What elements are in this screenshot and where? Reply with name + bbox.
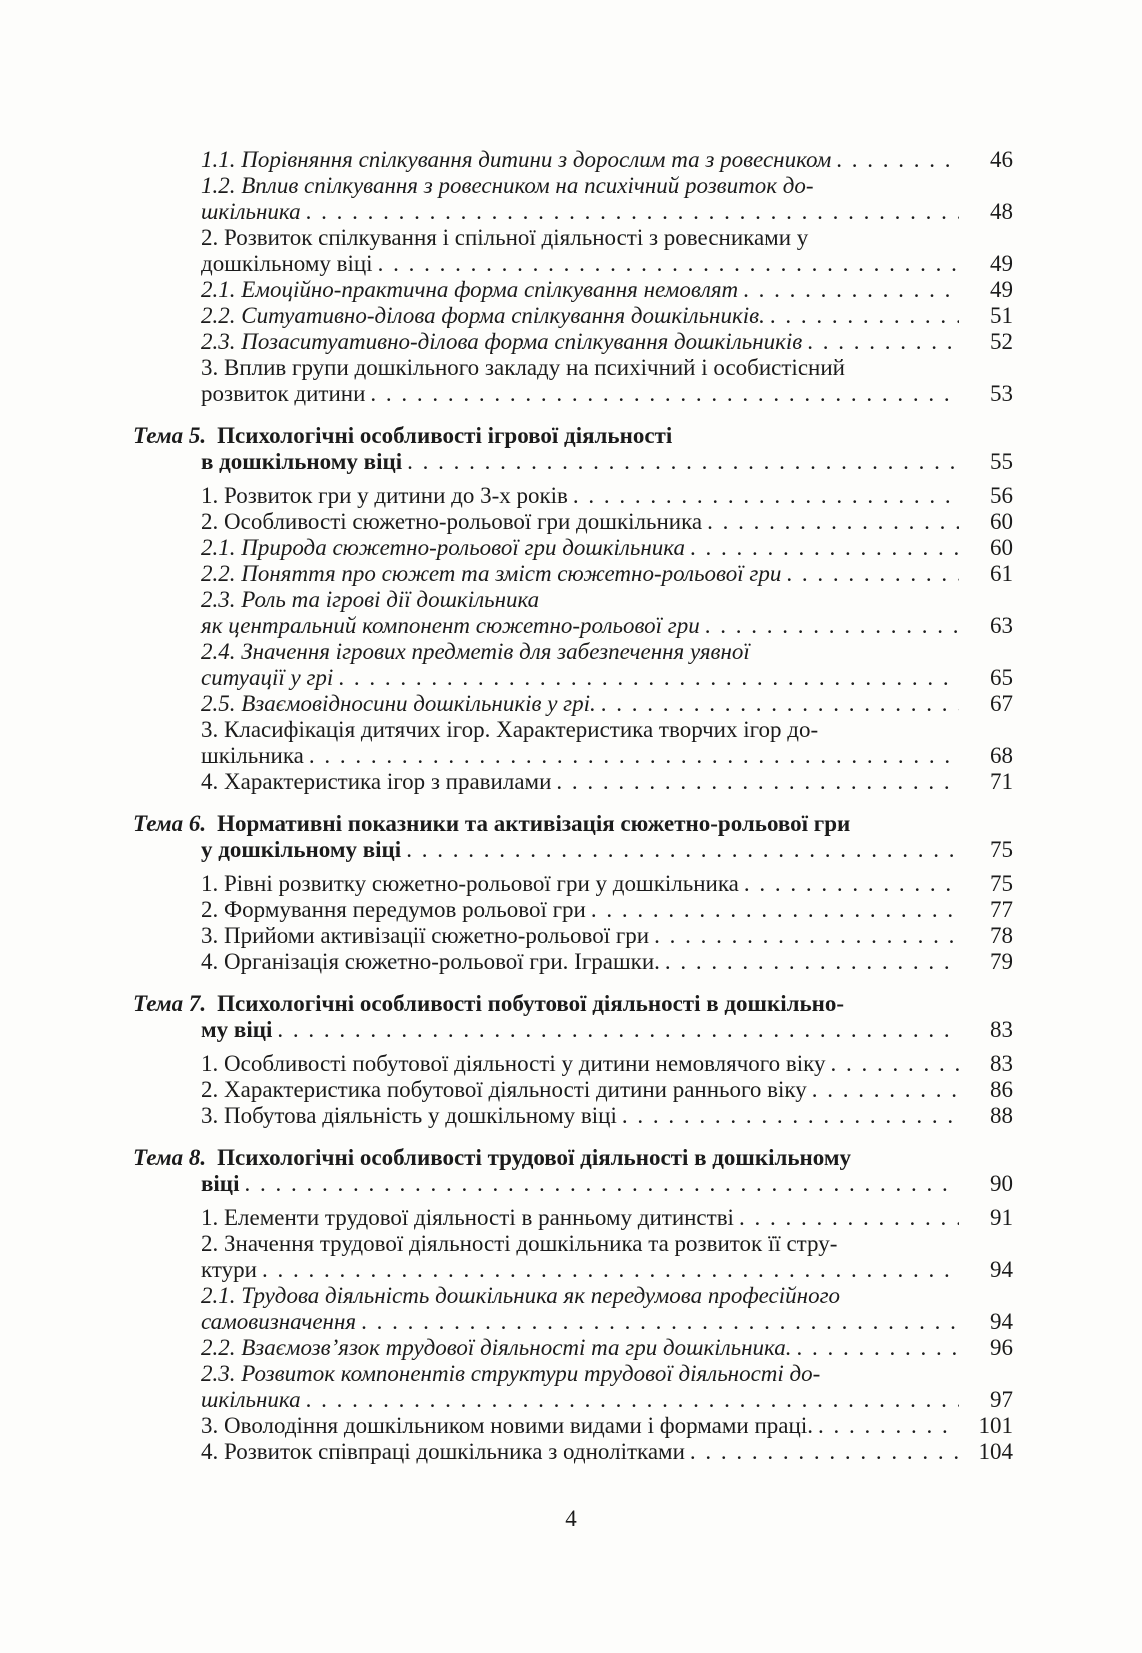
toc-row: [133, 561, 1013, 587]
toc-page-number: 61: [990, 561, 1013, 586]
toc-tema-prefix: Тема 6.: [133, 811, 207, 836]
dot-leader: [244, 1171, 959, 1197]
toc-entry-text: 3. Побутова діяльність у дошкільному віці: [201, 1103, 617, 1128]
toc-row: [133, 949, 1013, 975]
toc-page-number: 86: [990, 1077, 1013, 1102]
toc-page-number: 94: [990, 1257, 1013, 1282]
toc-row: [133, 1257, 1013, 1283]
toc-row: [133, 277, 1013, 303]
toc-page-number: 96: [990, 1335, 1013, 1360]
toc-row: [133, 991, 1013, 1017]
dot-leader: [361, 1309, 959, 1335]
toc-entry-text: 3. Класифікація дитячих ігор. Характеристика творчих ігор до-: [201, 717, 819, 742]
toc-entry-text: 2.1. Природа сюжетно-рольової гри дошкільника: [201, 535, 685, 560]
toc-page-number: 48: [990, 199, 1013, 224]
dot-leader: [407, 449, 959, 475]
toc-page-number: 88: [990, 1103, 1013, 1128]
toc-row: [133, 717, 1013, 743]
toc-row: [133, 1387, 1013, 1413]
dot-leader: [306, 199, 959, 225]
dot-leader: [378, 251, 959, 277]
toc-entry-text: 2. Значення трудової діяльності дошкільника та розвиток її стру-: [201, 1231, 838, 1256]
dot-leader: [744, 871, 959, 897]
toc-page-number: 53: [990, 381, 1013, 406]
dot-leader: [309, 743, 959, 769]
toc-entry-text: 2.3. Роль та ігрові дії дошкільника: [201, 587, 540, 612]
toc-page-number: 77: [990, 897, 1013, 922]
toc-entry-text: 1.1. Порівняння спілкування дитини з дорослим та з ровесником: [201, 147, 832, 172]
toc-row: [133, 535, 1013, 561]
toc-entry-text: 2.1. Трудова діяльність дошкільника як передумова професійного: [201, 1283, 841, 1308]
toc-page-number: 67: [990, 691, 1013, 716]
toc-entry-text: Психологічні особливості побутової діяльності в дошкільно-: [217, 991, 845, 1016]
toc-row: [133, 1103, 1013, 1129]
dot-leader: [601, 691, 959, 717]
dot-leader: [338, 665, 959, 691]
toc-row: [133, 1439, 1013, 1465]
toc-page-number: 60: [990, 509, 1013, 534]
toc-page-number: 65: [990, 665, 1013, 690]
toc-entry-text: ктури: [201, 1257, 257, 1282]
toc-page-number: 60: [990, 535, 1013, 560]
dot-leader: [812, 1077, 959, 1103]
table-of-contents: [133, 147, 1013, 1465]
toc-page-number: 94: [990, 1309, 1013, 1334]
dot-leader: [262, 1257, 959, 1283]
toc-page-number: 75: [990, 871, 1013, 896]
dot-leader: [665, 949, 959, 975]
toc-entry-text: ситуації у грі: [201, 665, 334, 690]
toc-row: [133, 1171, 1013, 1197]
toc-entry-text: у дошкільному віці: [201, 837, 402, 862]
toc-tema-prefix: Тема 5.: [133, 423, 207, 448]
toc-entry-text: 1. Особливості побутової діяльності у дитини немовлячого віку: [201, 1051, 826, 1076]
toc-entry-text: 3. Оволодіння дошкільником новими видами і формами праці.: [201, 1413, 813, 1438]
toc-page-number: 104: [978, 1439, 1013, 1464]
toc-entry-text: віці: [201, 1171, 240, 1196]
toc-entry-text: 2. Особливості сюжетно-рольової гри дошкільника: [201, 509, 703, 534]
toc-row: [133, 147, 1013, 173]
toc-page-number: 49: [990, 277, 1013, 302]
dot-leader: [836, 147, 959, 173]
dot-leader: [739, 1205, 959, 1231]
toc-entry-text: 4. Організація сюжетно-рольової гри. Іграшки.: [201, 949, 660, 974]
toc-row: [133, 199, 1013, 225]
toc-entry-text: дошкільному віці: [201, 251, 373, 276]
toc-page-number: 83: [990, 1051, 1013, 1076]
toc-row: [133, 449, 1013, 475]
dot-leader: [654, 923, 959, 949]
toc-entry-text: розвиток дитини: [201, 381, 366, 406]
dot-leader: [406, 837, 959, 863]
toc-row: [133, 1361, 1013, 1387]
toc-page-number: 68: [990, 743, 1013, 768]
toc-entry-text: 2.5. Взаємовідносини дошкільників у грі.: [201, 691, 596, 716]
toc-row: [133, 923, 1013, 949]
toc-page-number: 46: [990, 147, 1013, 172]
toc-entry-text: 2.1. Емоційно-практична форма спілкування немовлят: [201, 277, 739, 302]
page-number-footer: 4: [565, 1506, 577, 1531]
toc-page-number: 63: [990, 613, 1013, 638]
toc-entry-text: 3. Прийоми активізації сюжетно-рольової гри: [201, 923, 650, 948]
toc-row: [133, 1413, 1013, 1439]
toc-row: [133, 173, 1013, 199]
toc-row: [133, 1077, 1013, 1103]
toc-entry-text: 1. Розвиток гри у дитини до 3-х років: [201, 483, 568, 508]
toc-entry-text: 2. Розвиток спілкування і спільної діяльності з ровесниками у: [201, 225, 809, 250]
dot-leader: [591, 897, 959, 923]
toc-row: [133, 1145, 1013, 1171]
toc-entry-text: самовизначення: [201, 1309, 357, 1334]
dot-leader: [690, 535, 959, 561]
toc-row: [133, 381, 1013, 407]
toc-row: [133, 897, 1013, 923]
toc-page-number: 55: [990, 449, 1013, 474]
dot-leader: [797, 1335, 960, 1361]
toc-entry-text: Нормативні показники та активізація сюжетно-рольової гри: [217, 811, 851, 836]
dot-leader: [786, 561, 959, 587]
toc-entry-text: 3. Вплив групи дошкільного закладу на психічний і особистісний: [201, 355, 845, 380]
toc-row: [133, 1309, 1013, 1335]
dot-leader: [770, 303, 959, 329]
toc-row: [133, 871, 1013, 897]
dot-leader: [622, 1103, 959, 1129]
toc-entry-text: в дошкільному віці: [201, 449, 403, 474]
dot-leader: [807, 329, 959, 355]
toc-row: [133, 355, 1013, 381]
toc-row: [133, 743, 1013, 769]
toc-page-number: 75: [990, 837, 1013, 862]
toc-page-number: 97: [990, 1387, 1013, 1412]
toc-row: [133, 587, 1013, 613]
toc-row: [133, 483, 1013, 509]
dot-leader: [743, 277, 959, 303]
toc-row: [133, 1205, 1013, 1231]
dot-leader: [818, 1413, 959, 1439]
toc-row: [133, 225, 1013, 251]
toc-entry-text: 2.2. Взаємозв’язок трудової діяльності та гри дошкільника.: [201, 1335, 792, 1360]
dot-leader: [277, 1017, 959, 1043]
dot-leader: [573, 483, 959, 509]
toc-page-number: 91: [990, 1205, 1013, 1230]
toc-row: [133, 665, 1013, 691]
toc-entry-text: шкільника: [201, 743, 304, 768]
toc-page-number: 51: [990, 303, 1013, 328]
toc-row: [133, 837, 1013, 863]
toc-entry-text: як центральний компонент сюжетно-рольової гри: [201, 613, 700, 638]
toc-page-number: 56: [990, 483, 1013, 508]
toc-row: [133, 1283, 1013, 1309]
dot-leader: [831, 1051, 959, 1077]
toc-row: [133, 1335, 1013, 1361]
toc-tema-prefix: Тема 8.: [133, 1145, 207, 1170]
toc-page-number: 83: [990, 1017, 1013, 1042]
toc-page-number: 49: [990, 251, 1013, 276]
toc-row: [133, 1051, 1013, 1077]
toc-row: [133, 423, 1013, 449]
toc-row: [133, 769, 1013, 795]
dot-leader: [705, 613, 959, 639]
toc-entry-text: 2.4. Значення ігрових предметів для забезпечення уявної: [201, 639, 750, 664]
toc-row: [133, 303, 1013, 329]
toc-entry-text: 2.2. Ситуативно-ділова форма спілкування дошкільників.: [201, 303, 765, 328]
dot-leader: [370, 381, 959, 407]
toc-entry-text: шкільника: [201, 1387, 301, 1412]
toc-row: [133, 251, 1013, 277]
toc-row: [133, 639, 1013, 665]
toc-entry-text: 2.3. Позаситуативно-ділова форма спілкування дошкільників: [201, 329, 803, 354]
toc-entry-text: 2.2. Поняття про сюжет та зміст сюжетно-рольової гри: [201, 561, 782, 586]
toc-entry-text: шкільника: [201, 199, 301, 224]
toc-entry-text: му віці: [201, 1017, 273, 1042]
toc-entry-text: 2.3. Розвиток компонентів структури трудової діяльності до-: [201, 1361, 821, 1386]
toc-row: [133, 509, 1013, 535]
toc-page-number: 101: [978, 1413, 1013, 1438]
toc-entry-text: 1. Рівні розвитку сюжетно-рольової гри у дошкільника: [201, 871, 739, 896]
toc-entry-text: Психологічні особливості ігрової діяльності: [217, 423, 673, 448]
toc-entry-text: 2. Формування передумов рольової гри: [201, 897, 586, 922]
dot-leader: [690, 1439, 959, 1465]
toc-page-number: 90: [990, 1171, 1013, 1196]
toc-page-number: 52: [990, 329, 1013, 354]
toc-page-number: 71: [990, 769, 1013, 794]
toc-tema-prefix: Тема 7.: [133, 991, 207, 1016]
toc-row: [133, 1231, 1013, 1257]
toc-entry-text: Психологічні особливості трудової діяльності в дошкільному: [217, 1145, 852, 1170]
toc-row: [133, 329, 1013, 355]
toc-row: [133, 1017, 1013, 1043]
toc-page-number: 78: [990, 923, 1013, 948]
toc-row: [133, 811, 1013, 837]
toc-entry-text: 4. Розвиток співпраці дошкільника з однолітками: [201, 1439, 685, 1464]
dot-leader: [306, 1387, 959, 1413]
toc-row: [133, 691, 1013, 717]
toc-entry-text: 2. Характеристика побутової діяльності дитини раннього віку: [201, 1077, 807, 1102]
toc-entry-text: 4. Характеристика ігор з правилами: [201, 769, 552, 794]
dot-leader: [707, 509, 959, 535]
dot-leader: [556, 769, 959, 795]
toc-entry-text: 1.2. Вплив спілкування з ровесником на психічний розвиток до-: [201, 173, 814, 198]
toc-page-number: 79: [990, 949, 1013, 974]
toc-row: [133, 613, 1013, 639]
toc-entry-text: 1. Елементи трудової діяльності в ранньому дитинстві: [201, 1205, 734, 1230]
